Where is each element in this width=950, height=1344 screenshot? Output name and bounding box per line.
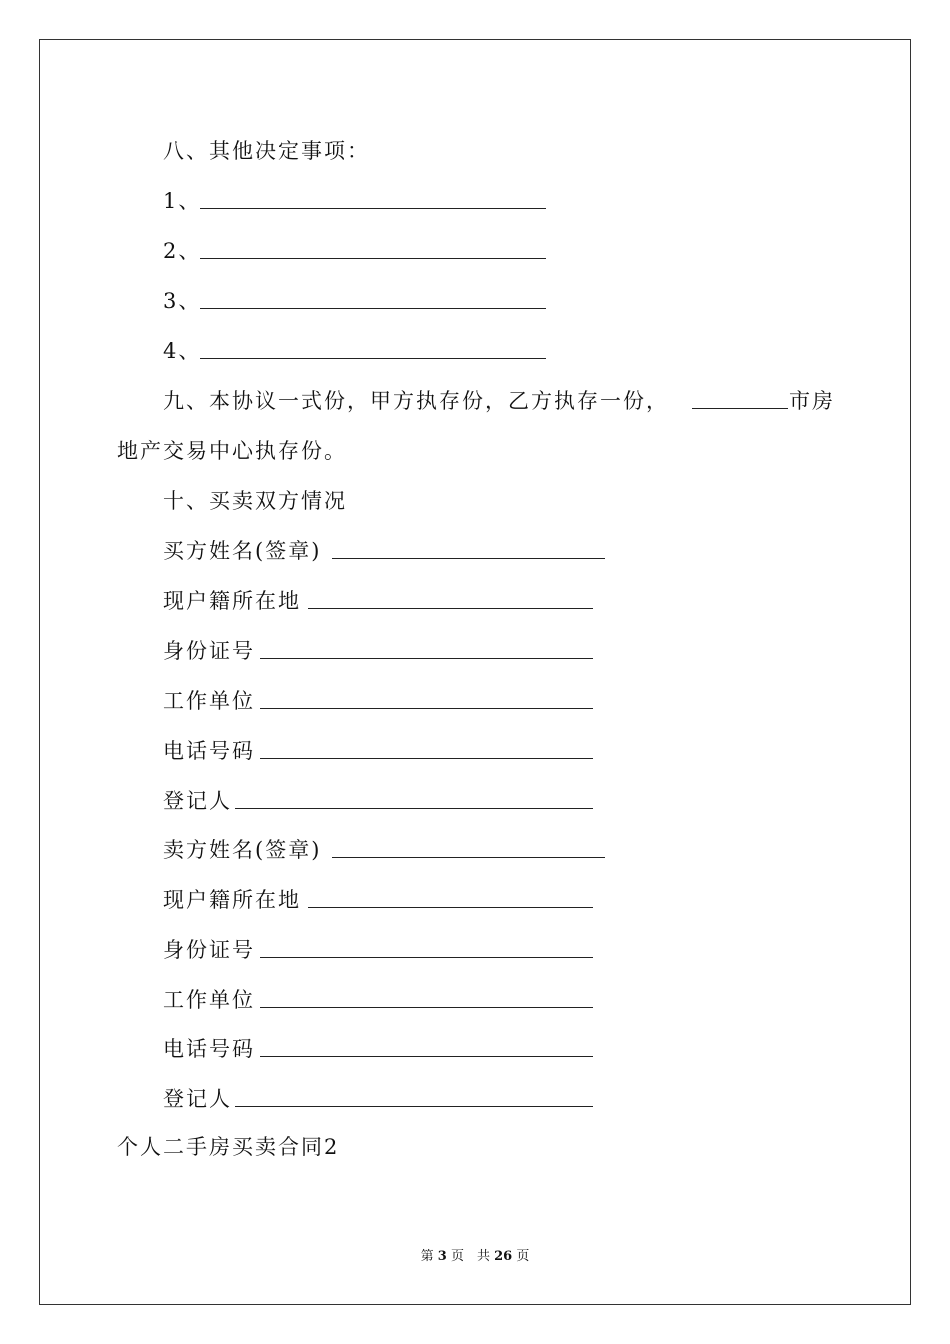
section8-item-1-blank[interactable]: [200, 208, 546, 209]
seller-address-label: 现户籍所在地: [163, 888, 301, 912]
buyer-id-label: 身份证号: [163, 639, 255, 663]
section9-city-blank[interactable]: [692, 408, 788, 409]
section8-item-3-blank[interactable]: [200, 308, 546, 309]
buyer-name-blank[interactable]: [332, 558, 605, 559]
seller-registrar-label: 登记人: [163, 1087, 232, 1111]
buyer-registrar-blank[interactable]: [235, 808, 593, 809]
footer-total-pages: 26: [494, 1249, 513, 1264]
section8-item-3: 3、: [163, 289, 202, 313]
seller-name-blank[interactable]: [332, 857, 605, 858]
footer-page-mid: 页 共: [450, 1249, 490, 1264]
seller-phone-label: 电话号码: [163, 1037, 255, 1061]
seller-phone-blank[interactable]: [260, 1056, 593, 1057]
section8-item-1: 1、: [163, 189, 202, 213]
footer-page-prefix: 第: [420, 1249, 434, 1264]
seller-id-label: 身份证号: [163, 938, 255, 962]
section8-item-4: 4、: [163, 339, 202, 363]
footer-page-suffix: 页: [516, 1249, 530, 1264]
buyer-work-label: 工作单位: [163, 689, 255, 713]
seller-work-blank[interactable]: [260, 1007, 593, 1008]
section9-line2: 地产交易中心执存份。: [117, 439, 347, 463]
page-border: [39, 39, 911, 1305]
buyer-work-blank[interactable]: [260, 708, 593, 709]
buyer-name-label: 买方姓名(签章): [163, 539, 322, 563]
section9-line1: 九、本协议一式份，甲方执存份，乙方执存一份，: [163, 389, 669, 413]
seller-id-blank[interactable]: [260, 957, 593, 958]
buyer-registrar-label: 登记人: [163, 789, 232, 813]
section9-line1-suffix: 市房: [789, 389, 835, 413]
seller-address-blank[interactable]: [308, 907, 593, 908]
page-footer: [0, 1248, 950, 1266]
buyer-id-blank[interactable]: [260, 658, 593, 659]
buyer-phone-blank[interactable]: [260, 758, 593, 759]
section10-heading: 十、买卖双方情况: [163, 489, 347, 513]
buyer-address-label: 现户籍所在地: [163, 589, 301, 613]
section8-heading: 八、其他决定事项：: [163, 139, 370, 163]
footer-page-number: 3: [437, 1249, 447, 1264]
section8-item-4-blank[interactable]: [200, 358, 546, 359]
seller-registrar-blank[interactable]: [235, 1106, 593, 1107]
buyer-address-blank[interactable]: [308, 608, 593, 609]
seller-name-label: 卖方姓名(签章): [163, 838, 322, 862]
buyer-phone-label: 电话号码: [163, 739, 255, 763]
section8-item-2-blank[interactable]: [200, 258, 546, 259]
seller-work-label: 工作单位: [163, 988, 255, 1012]
section8-item-2: 2、: [163, 239, 202, 263]
next-contract-title: 个人二手房买卖合同2: [117, 1135, 340, 1159]
